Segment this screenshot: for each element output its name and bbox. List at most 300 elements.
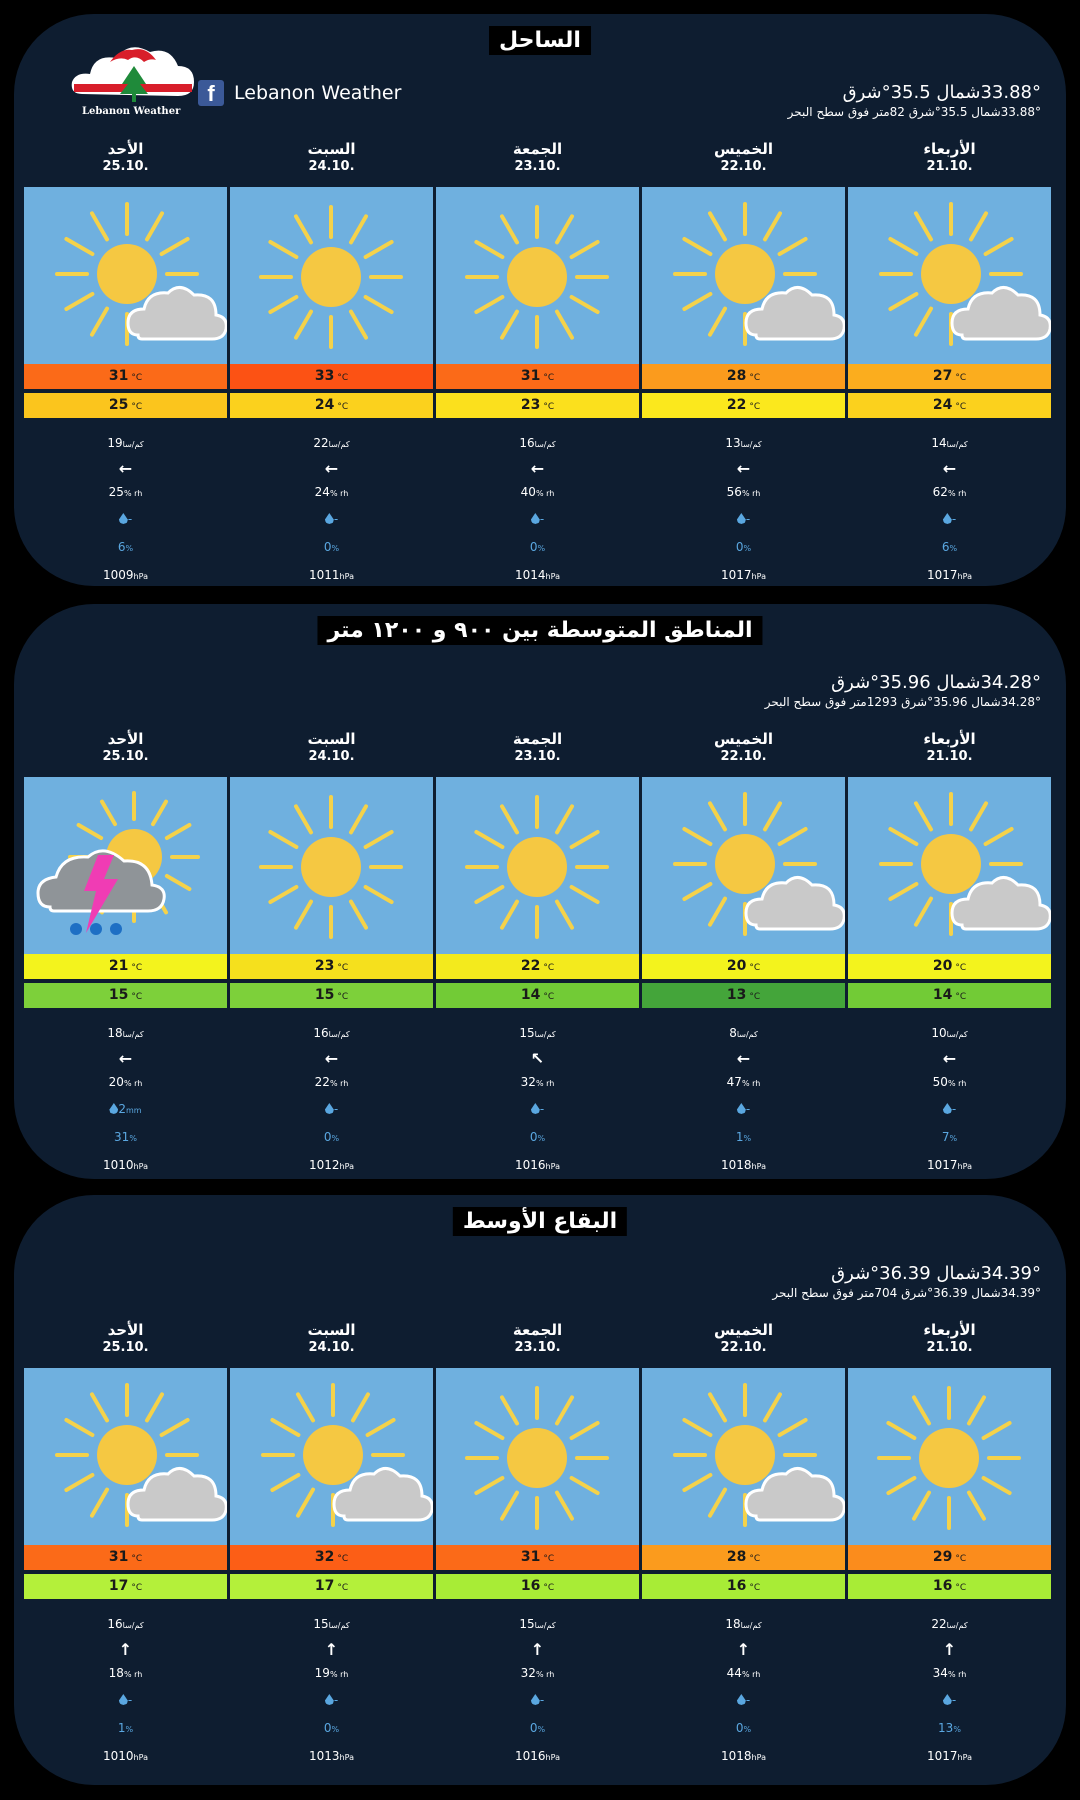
wind-direction-row bbox=[436, 461, 639, 477]
wind-speed: 16 bbox=[519, 436, 535, 450]
sunny-icon bbox=[848, 1368, 1051, 1549]
wind-speed: 18 bbox=[107, 1026, 123, 1040]
raindrop-icon bbox=[531, 1694, 540, 1705]
wind-speed: 15 bbox=[313, 1617, 329, 1631]
wind-direction-row bbox=[642, 1642, 845, 1658]
wind-row bbox=[436, 1026, 639, 1040]
min-temp-bar bbox=[24, 1574, 227, 1599]
day-name: الجمعة bbox=[512, 1321, 563, 1339]
temp-unit: °C bbox=[131, 402, 143, 412]
pressure-unit: hPa bbox=[545, 572, 560, 581]
rain-probability: 1 bbox=[735, 1130, 744, 1144]
partly-cloudy-icon bbox=[642, 187, 845, 368]
coordinates-main: 34.39°شمال 36.39°شرق bbox=[831, 1263, 1041, 1284]
temp-unit: °C bbox=[337, 1583, 349, 1593]
humidity-row bbox=[24, 1666, 227, 1680]
pressure-row bbox=[230, 568, 433, 582]
probability-row bbox=[436, 540, 639, 554]
wind-speed: 15 bbox=[519, 1026, 535, 1040]
humidity-unit: % rh bbox=[947, 1670, 967, 1679]
probability-unit: % bbox=[949, 1134, 958, 1143]
probability-row bbox=[436, 1130, 639, 1144]
day-name: الأربعاء bbox=[923, 140, 976, 158]
coordinates-elevation: 33.88°شمال 35.5°شرق 82متر فوق سطح البحر bbox=[787, 105, 1041, 119]
humidity: 32 bbox=[520, 1075, 536, 1089]
logo-text: Lebanon Weather bbox=[82, 106, 181, 117]
pressure-row bbox=[436, 1749, 639, 1763]
rain-probability: 0 bbox=[323, 540, 332, 554]
wind-direction-arrow-icon: ← bbox=[324, 1049, 339, 1068]
pressure-unit: hPa bbox=[133, 572, 148, 581]
min-temp-bar bbox=[436, 983, 639, 1008]
wind-speed: 14 bbox=[931, 436, 947, 450]
max-temp-bar bbox=[230, 954, 433, 979]
rain-amount: - bbox=[333, 1102, 339, 1116]
wind-speed: 16 bbox=[313, 1026, 329, 1040]
pressure-row bbox=[848, 1158, 1051, 1172]
pressure: 1017 bbox=[927, 568, 958, 582]
probability-unit: % bbox=[743, 1725, 752, 1734]
rain-row bbox=[642, 1102, 845, 1116]
humidity: 32 bbox=[520, 1666, 536, 1680]
temp-unit: °C bbox=[131, 373, 143, 383]
probability-row bbox=[848, 1130, 1051, 1144]
day-date: 22.10. bbox=[720, 159, 767, 174]
pressure: 1016 bbox=[515, 1749, 546, 1763]
wind-direction-arrow-icon: ← bbox=[118, 1049, 133, 1068]
thunderstorm-icon bbox=[24, 777, 227, 958]
wind-direction-row bbox=[24, 461, 227, 477]
humidity-unit: % rh bbox=[535, 489, 555, 498]
day-name: الأحد bbox=[107, 730, 144, 748]
pressure-row bbox=[848, 568, 1051, 582]
min-temp: 24 bbox=[932, 397, 953, 413]
rain-probability: 0 bbox=[529, 1721, 538, 1735]
day-name: السبت bbox=[307, 1321, 356, 1339]
rain-row bbox=[230, 1102, 433, 1116]
pressure-unit: hPa bbox=[957, 572, 972, 581]
rain-row bbox=[436, 512, 639, 526]
wind-direction-row bbox=[24, 1051, 227, 1067]
lebanon-weather-logo bbox=[70, 38, 200, 136]
humidity-unit: % rh bbox=[329, 1670, 349, 1679]
humidity-unit: % rh bbox=[741, 1670, 761, 1679]
min-temp: 17 bbox=[314, 1578, 335, 1594]
humidity: 18 bbox=[108, 1666, 124, 1680]
temp-unit: °C bbox=[749, 373, 761, 383]
probability-unit: % bbox=[743, 1134, 752, 1143]
facebook-link[interactable] bbox=[198, 80, 401, 106]
max-temp-bar bbox=[24, 954, 227, 979]
day-header bbox=[848, 1321, 1051, 1355]
humidity-row bbox=[642, 1666, 845, 1680]
probability-unit: % bbox=[537, 1134, 546, 1143]
wind-direction-arrow-icon: ↑ bbox=[736, 1640, 751, 1659]
temp-unit: °C bbox=[955, 992, 967, 1002]
day-name: الخميس bbox=[714, 140, 773, 158]
pressure-unit: hPa bbox=[133, 1162, 148, 1171]
max-temp-bar bbox=[230, 1545, 433, 1570]
day-date: 24.10. bbox=[308, 1340, 355, 1355]
wind-row bbox=[24, 436, 227, 450]
sunny-icon bbox=[230, 777, 433, 958]
region-title: الساحل bbox=[489, 26, 591, 55]
probability-row bbox=[642, 1721, 845, 1735]
rain-unit: mm bbox=[126, 1106, 142, 1115]
rain-probability: 1 bbox=[117, 1721, 126, 1735]
humidity-unit: % rh bbox=[741, 1079, 761, 1088]
min-temp-bar bbox=[24, 393, 227, 418]
day-date: 21.10. bbox=[926, 159, 973, 174]
temp-unit: °C bbox=[749, 1583, 761, 1593]
probability-unit: % bbox=[125, 1725, 134, 1734]
wind-direction-arrow-icon: ← bbox=[736, 1049, 751, 1068]
probability-unit: % bbox=[125, 544, 134, 553]
pressure: 1010 bbox=[103, 1158, 134, 1172]
wind-direction-arrow-icon: ↑ bbox=[324, 1640, 339, 1659]
day-name: الخميس bbox=[714, 1321, 773, 1339]
probability-unit: % bbox=[743, 544, 752, 553]
humidity-row bbox=[436, 1075, 639, 1089]
day-name: الجمعة bbox=[512, 140, 563, 158]
humidity: 44 bbox=[726, 1666, 742, 1680]
probability-row bbox=[24, 1130, 227, 1144]
day-header bbox=[24, 1321, 227, 1355]
coordinates-main: 34.28°شمال 35.96°شرق bbox=[831, 672, 1041, 693]
pressure-unit: hPa bbox=[545, 1753, 560, 1762]
humidity: 19 bbox=[314, 1666, 330, 1680]
humidity-row bbox=[230, 1666, 433, 1680]
raindrop-icon bbox=[531, 1103, 540, 1114]
humidity: 34 bbox=[932, 1666, 948, 1680]
temp-unit: °C bbox=[543, 1583, 555, 1593]
rain-probability: 31 bbox=[114, 1130, 130, 1144]
humidity: 20 bbox=[108, 1075, 124, 1089]
pressure: 1013 bbox=[309, 1749, 340, 1763]
probability-unit: % bbox=[953, 1725, 961, 1734]
pressure-unit: hPa bbox=[957, 1162, 972, 1171]
day-header bbox=[230, 730, 433, 764]
probability-row bbox=[230, 1721, 433, 1735]
min-temp: 13 bbox=[726, 987, 747, 1003]
wind-speed: 15 bbox=[519, 1617, 535, 1631]
wind-direction-row bbox=[848, 1642, 1051, 1658]
rain-probability: 0 bbox=[529, 1130, 538, 1144]
day-header bbox=[436, 1321, 639, 1355]
temp-unit: °C bbox=[749, 1554, 761, 1564]
max-temp: 33 bbox=[314, 368, 335, 384]
humidity-row bbox=[642, 1075, 845, 1089]
max-temp: 28 bbox=[726, 368, 747, 384]
max-temp: 20 bbox=[726, 958, 747, 974]
rain-amount: - bbox=[745, 512, 751, 526]
day-name: الخميس bbox=[714, 730, 773, 748]
humidity: 47 bbox=[726, 1075, 742, 1089]
probability-unit: % bbox=[537, 1725, 546, 1734]
rain-row bbox=[436, 1693, 639, 1707]
temp-unit: °C bbox=[955, 1583, 967, 1593]
pressure: 1012 bbox=[309, 1158, 340, 1172]
rain-probability: 0 bbox=[323, 1721, 332, 1735]
humidity-row bbox=[24, 485, 227, 499]
wind-direction-arrow-icon: ↑ bbox=[530, 1640, 545, 1659]
pressure-row bbox=[642, 1158, 845, 1172]
min-temp-bar bbox=[436, 1574, 639, 1599]
max-temp-bar bbox=[24, 364, 227, 389]
rain-row bbox=[24, 512, 227, 526]
rain-amount: - bbox=[127, 512, 133, 526]
wind-row bbox=[230, 1617, 433, 1631]
rain-row bbox=[230, 512, 433, 526]
raindrop-icon bbox=[531, 513, 540, 524]
rain-amount: - bbox=[951, 1102, 957, 1116]
coordinates-elevation: 34.28°شمال 35.96°شرق 1293متر فوق سطح البحر bbox=[764, 695, 1041, 709]
sunny-icon bbox=[436, 187, 639, 368]
humidity-row bbox=[848, 1075, 1051, 1089]
wind-direction-row bbox=[642, 461, 845, 477]
wind-speed: 16 bbox=[107, 1617, 123, 1631]
pressure-row bbox=[436, 1158, 639, 1172]
max-temp: 31 bbox=[108, 368, 129, 384]
wind-speed: 10 bbox=[931, 1026, 947, 1040]
probability-row bbox=[230, 1130, 433, 1144]
day-header bbox=[642, 1321, 845, 1355]
day-name: الأحد bbox=[107, 140, 144, 158]
temp-unit: °C bbox=[131, 1554, 143, 1564]
coordinates bbox=[788, 82, 1041, 119]
max-temp-bar bbox=[848, 364, 1051, 389]
min-temp: 22 bbox=[726, 397, 747, 413]
min-temp: 16 bbox=[520, 1578, 541, 1594]
day-header bbox=[642, 730, 845, 764]
wind-unit: كم/سا bbox=[534, 1030, 556, 1039]
wind-unit: كم/سا bbox=[946, 440, 968, 449]
min-temp-bar bbox=[642, 393, 845, 418]
max-temp: 29 bbox=[932, 1549, 953, 1565]
wind-unit: كم/سا bbox=[946, 1621, 968, 1630]
rain-amount: - bbox=[745, 1693, 751, 1707]
min-temp: 14 bbox=[520, 987, 541, 1003]
sunny-icon bbox=[436, 777, 639, 958]
wind-row bbox=[642, 1026, 845, 1040]
day-date: 24.10. bbox=[308, 749, 355, 764]
temp-unit: °C bbox=[337, 402, 349, 412]
day-header bbox=[848, 730, 1051, 764]
rain-row bbox=[24, 1102, 227, 1116]
pressure: 1009 bbox=[103, 568, 134, 582]
pressure-row bbox=[24, 568, 227, 582]
min-temp: 14 bbox=[932, 987, 953, 1003]
facebook-page-name[interactable]: Lebanon Weather bbox=[234, 82, 402, 104]
day-date: 25.10. bbox=[102, 159, 149, 174]
temp-unit: °C bbox=[543, 963, 555, 973]
humidity-unit: % rh bbox=[329, 489, 349, 498]
wind-direction-arrow-icon: ← bbox=[530, 459, 545, 478]
day-date: 21.10. bbox=[926, 749, 973, 764]
min-temp-bar bbox=[230, 393, 433, 418]
max-temp-bar bbox=[24, 1545, 227, 1570]
max-temp-bar bbox=[436, 954, 639, 979]
pressure-unit: hPa bbox=[751, 572, 766, 581]
min-temp-bar bbox=[642, 983, 845, 1008]
pressure-row bbox=[848, 1749, 1051, 1763]
rain-row bbox=[848, 1693, 1051, 1707]
probability-unit: % bbox=[331, 544, 340, 553]
temp-unit: °C bbox=[955, 1554, 967, 1564]
min-temp: 24 bbox=[314, 397, 335, 413]
facebook-icon[interactable]: f bbox=[198, 80, 224, 106]
wind-direction-arrow-icon: ↖ bbox=[530, 1049, 545, 1068]
humidity-unit: % rh bbox=[123, 1079, 143, 1088]
humidity-row bbox=[436, 1666, 639, 1680]
humidity-unit: % rh bbox=[535, 1670, 555, 1679]
day-date: 21.10. bbox=[926, 1340, 973, 1355]
wind-unit: كم/سا bbox=[736, 1030, 758, 1039]
pressure-row bbox=[230, 1158, 433, 1172]
temp-unit: °C bbox=[955, 402, 967, 412]
temp-unit: °C bbox=[749, 402, 761, 412]
pressure-unit: hPa bbox=[339, 1162, 354, 1171]
max-temp-bar bbox=[642, 954, 845, 979]
humidity-row bbox=[230, 1075, 433, 1089]
max-temp-bar bbox=[436, 1545, 639, 1570]
partly-cloudy-icon bbox=[230, 1368, 433, 1549]
rain-row bbox=[848, 1102, 1051, 1116]
region-panel bbox=[14, 14, 1066, 586]
day-header bbox=[24, 140, 227, 174]
pressure-row bbox=[230, 1749, 433, 1763]
probability-row bbox=[848, 1721, 1051, 1735]
max-temp: 31 bbox=[108, 1549, 129, 1565]
max-temp: 23 bbox=[314, 958, 335, 974]
raindrop-icon bbox=[325, 1103, 334, 1114]
probability-row bbox=[642, 1130, 845, 1144]
max-temp-bar bbox=[848, 1545, 1051, 1570]
day-header bbox=[230, 140, 433, 174]
pressure: 1018 bbox=[721, 1158, 752, 1172]
wind-unit: كم/سا bbox=[740, 440, 762, 449]
wind-row bbox=[436, 436, 639, 450]
pressure-row bbox=[24, 1749, 227, 1763]
max-temp: 27 bbox=[932, 368, 953, 384]
sunny-icon bbox=[230, 187, 433, 368]
max-temp: 21 bbox=[108, 958, 129, 974]
pressure-unit: hPa bbox=[545, 1162, 560, 1171]
coordinates-elevation: 34.39°شمال 36.39°شرق 704متر فوق سطح البحر bbox=[772, 1286, 1041, 1300]
rain-row bbox=[642, 1693, 845, 1707]
humidity-row bbox=[24, 1075, 227, 1089]
wind-speed: 19 bbox=[107, 436, 123, 450]
min-temp: 15 bbox=[108, 987, 129, 1003]
raindrop-icon bbox=[943, 513, 952, 524]
wind-direction-arrow-icon: ← bbox=[942, 1049, 957, 1068]
temp-unit: °C bbox=[749, 992, 761, 1002]
humidity-unit: % rh bbox=[741, 489, 761, 498]
wind-speed: 22 bbox=[313, 436, 329, 450]
min-temp-bar bbox=[230, 1574, 433, 1599]
wind-row bbox=[642, 436, 845, 450]
day-name: الجمعة bbox=[512, 730, 563, 748]
temp-unit: °C bbox=[955, 373, 967, 383]
wind-unit: كم/سا bbox=[328, 1621, 350, 1630]
coordinates bbox=[765, 672, 1041, 709]
temp-unit: °C bbox=[543, 402, 555, 412]
region-panel bbox=[14, 1195, 1066, 1785]
day-date: 23.10. bbox=[514, 1340, 561, 1355]
humidity-unit: % rh bbox=[123, 1670, 143, 1679]
humidity-row bbox=[436, 485, 639, 499]
probability-row bbox=[436, 1721, 639, 1735]
day-header bbox=[436, 140, 639, 174]
pressure-unit: hPa bbox=[339, 572, 354, 581]
humidity-unit: % rh bbox=[947, 1079, 967, 1088]
pressure-unit: hPa bbox=[751, 1753, 766, 1762]
day-header bbox=[848, 140, 1051, 174]
min-temp-bar bbox=[642, 1574, 845, 1599]
day-date: 24.10. bbox=[308, 159, 355, 174]
humidity-unit: % rh bbox=[535, 1079, 555, 1088]
wind-direction-row bbox=[642, 1051, 845, 1067]
partly-cloudy-icon bbox=[642, 777, 845, 958]
min-temp-bar bbox=[24, 983, 227, 1008]
min-temp: 16 bbox=[726, 1578, 747, 1594]
day-name: الأربعاء bbox=[923, 730, 976, 748]
wind-direction-row bbox=[230, 461, 433, 477]
max-temp: 22 bbox=[520, 958, 541, 974]
min-temp: 23 bbox=[520, 397, 541, 413]
wind-speed: 18 bbox=[725, 1617, 741, 1631]
temp-unit: °C bbox=[955, 963, 967, 973]
rain-probability: 0 bbox=[735, 1721, 744, 1735]
partly-cloudy-icon bbox=[24, 1368, 227, 1549]
rain-amount: - bbox=[333, 512, 339, 526]
wind-unit: كم/سا bbox=[534, 1621, 556, 1630]
temp-unit: °C bbox=[337, 1554, 349, 1564]
temp-unit: °C bbox=[337, 992, 349, 1002]
min-temp-bar bbox=[848, 1574, 1051, 1599]
rain-row bbox=[24, 1693, 227, 1707]
probability-unit: % bbox=[129, 1134, 137, 1143]
day-date: 22.10. bbox=[720, 1340, 767, 1355]
region-title: البقاع الأوسط bbox=[453, 1207, 627, 1236]
pressure-unit: hPa bbox=[751, 1162, 766, 1171]
rain-probability: 0 bbox=[735, 540, 744, 554]
probability-unit: % bbox=[537, 544, 546, 553]
wind-row bbox=[848, 1617, 1051, 1631]
pressure-row bbox=[642, 1749, 845, 1763]
temp-unit: °C bbox=[131, 1583, 143, 1593]
wind-row bbox=[848, 436, 1051, 450]
day-date: 23.10. bbox=[514, 159, 561, 174]
day-name: الأحد bbox=[107, 1321, 144, 1339]
wind-direction-row bbox=[436, 1051, 639, 1067]
max-temp-bar bbox=[642, 1545, 845, 1570]
rain-amount: - bbox=[951, 512, 957, 526]
day-date: 23.10. bbox=[514, 749, 561, 764]
rain-amount: - bbox=[539, 1102, 545, 1116]
max-temp: 31 bbox=[520, 368, 541, 384]
humidity: 40 bbox=[520, 485, 536, 499]
day-date: 25.10. bbox=[102, 749, 149, 764]
rain-row bbox=[848, 512, 1051, 526]
wind-row bbox=[230, 1026, 433, 1040]
temp-unit: °C bbox=[131, 963, 143, 973]
pressure: 1016 bbox=[515, 1158, 546, 1172]
wind-row bbox=[24, 1026, 227, 1040]
max-temp-bar bbox=[436, 364, 639, 389]
wind-row bbox=[642, 1617, 845, 1631]
wind-direction-row bbox=[24, 1642, 227, 1658]
